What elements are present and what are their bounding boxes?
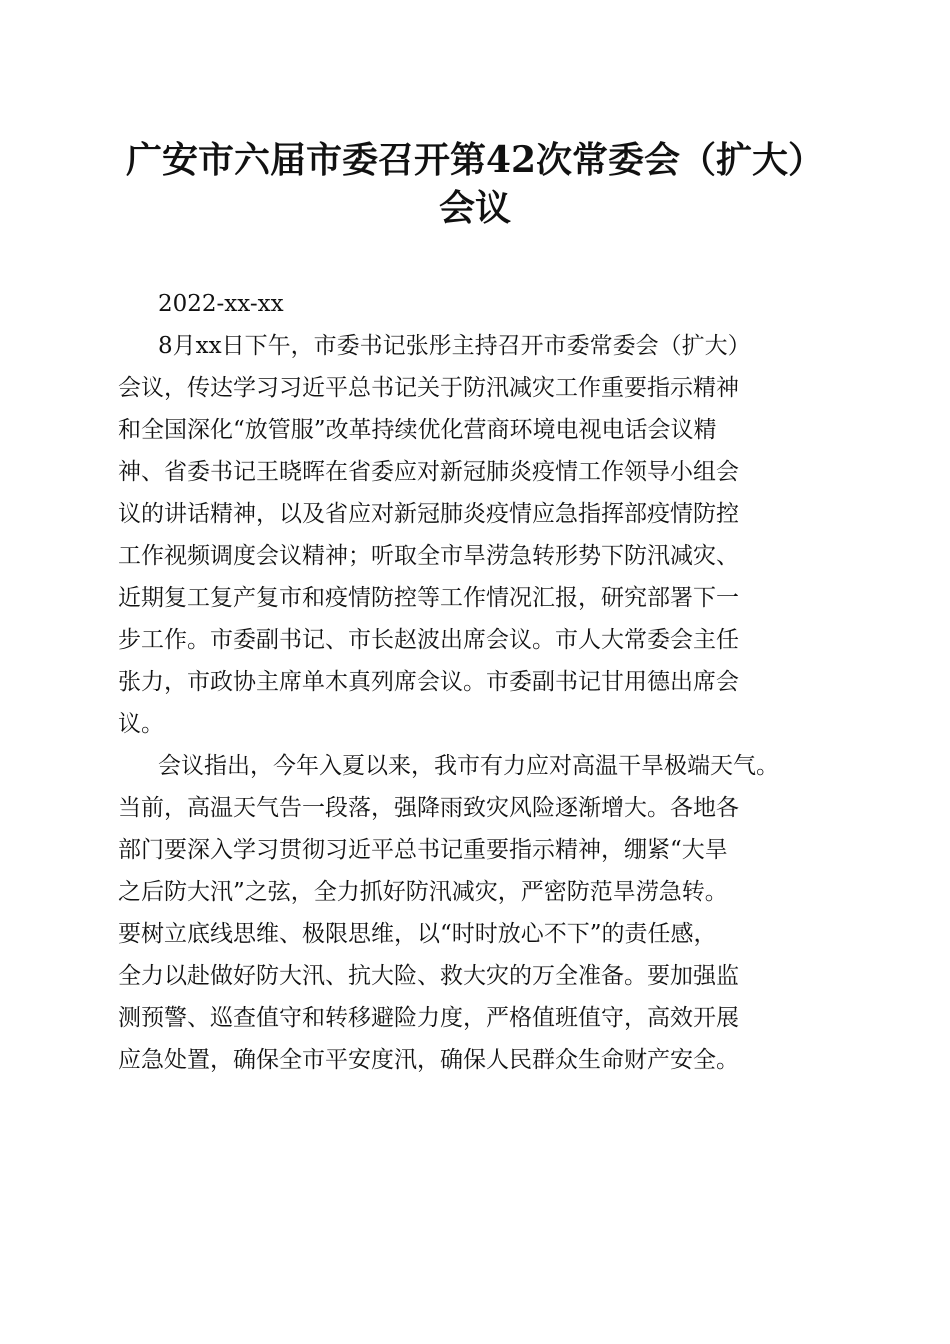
paragraph1-line-7: 近期复工复产复市和疫情防控等工作情况汇报，研究部署下一 — [118, 585, 739, 611]
paragraph2-line-5: 要树立底线思维、极限思维，以“时时放心不下”的责任感， — [118, 921, 717, 947]
paragraph1-line-6: 工作视频调度会议精神；听取全市旱涝急转形势下防汛减灾、 — [118, 543, 739, 569]
paragraph2-line-1: 会议指出，今年入夏以来，我市有力应对高温干旱极端天气。 — [158, 753, 779, 779]
paragraph2-line-8: 应急处置，确保全市平安度汛，确保人民群众生命财产安全。 — [118, 1047, 739, 1073]
paragraph1-line-1: 8月xx日下午，市委书记张彤主持召开市委常委会（扩大） — [158, 333, 751, 359]
paragraph2-line-3: 部门要深入学习贯彻习近平总书记重要指示精神，绷紧“大旱 — [118, 837, 728, 863]
paragraph1-line-4: 神、省委书记王晓晖在省委应对新冠肺炎疫情工作领导小组会 — [118, 459, 739, 485]
document-title — [100, 136, 850, 232]
paragraph2-line-4: 之后防大汛”之弦，全力抓好防汛减灾，严密防范旱涝急转。 — [118, 879, 728, 905]
paragraph1-line-5: 议的讲话精神，以及省应对新冠肺炎疫情应急指挥部疫情防控 — [118, 501, 739, 527]
paragraph2-line-7: 测预警、巡查值守和转移避险力度，严格值班值守，高效开展 — [118, 1005, 739, 1031]
paragraph1-line-10: 议。 — [118, 711, 164, 737]
title-line-2: 会议 — [438, 187, 511, 229]
paragraph1-line-2: 会议，传达学习习近平总书记关于防汛减灾工作重要指示精神 — [118, 375, 739, 401]
paragraph2-line-6: 全力以赴做好防大汛、抗大险、救大灾的万全准备。要加强监 — [118, 963, 739, 989]
paragraph1-line-3: 和全国深化“放管服”改革持续优化营商环境电视电话会议精 — [118, 417, 717, 443]
paragraph1-line-8: 步工作。市委副书记、市长赵波出席会议。市人大常委会主任 — [118, 627, 739, 653]
document-body — [118, 283, 832, 1081]
title-line-1: 广安市六届市委召开第42次常委会（扩大） — [125, 139, 825, 181]
paragraph2-line-2: 当前，高温天气告一段落，强降雨致灾风险逐渐增大。各地各 — [118, 795, 739, 821]
paragraph1-line-9: 张力，市政协主席单木真列席会议。市委副书记甘用德出席会 — [118, 669, 739, 695]
document-date: 2022-xx-xx — [158, 291, 284, 317]
